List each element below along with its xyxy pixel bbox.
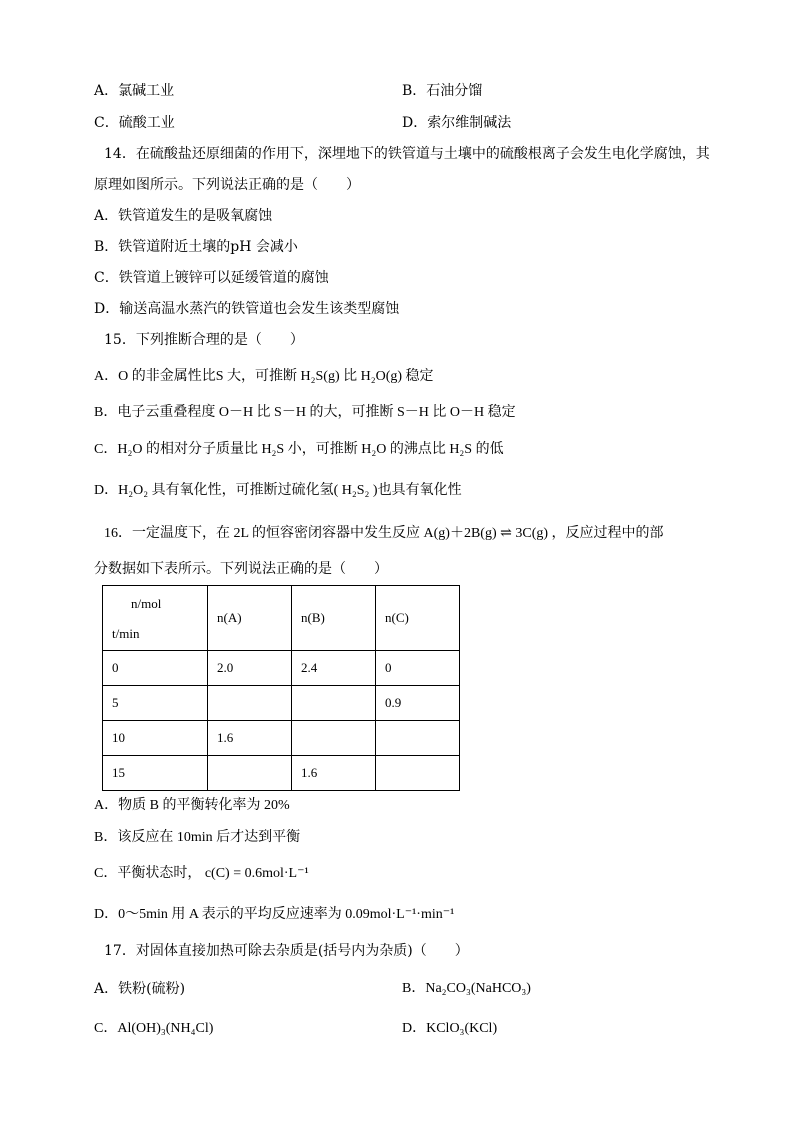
q16-stem-line2: 分数据如下表所示。下列说法正确的是（ ）	[94, 561, 388, 577]
table-row	[103, 651, 460, 686]
q16-data-table	[102, 585, 460, 791]
q17-option-d: D．KClO₃(KCl)	[402, 1021, 498, 1036]
q15-option-b: B．电子云重叠程度 O－H 比 S－H 的大，可推断 S－H 比 O－H 稳定	[94, 405, 516, 420]
table-row	[103, 756, 460, 791]
table-cell	[376, 721, 460, 756]
table-cell	[208, 756, 292, 791]
table-cell: 0.9	[376, 686, 460, 721]
table-cell	[376, 756, 460, 791]
q16-option-b: B．该反应在 10min 后才达到平衡	[94, 830, 301, 845]
table-cell: 2.0	[208, 651, 292, 686]
table-cell	[292, 686, 376, 721]
q13-option-c: C．硫酸工业	[94, 115, 175, 131]
q17-stem: 17．对固体直接加热可除去杂质是(括号内为杂质)（ ）	[104, 943, 469, 959]
q15-option-a: A．O 的非金属性比S 大，可推断 H₂S(g) 比 H₂O(g) 稳定	[94, 369, 434, 384]
q17-option-a: A．铁粉(硫粉)	[94, 981, 186, 997]
table-cell: 0	[103, 651, 208, 686]
q17-option-b: B．Na₂CO₃(NaHCO₃)	[402, 981, 531, 996]
table-corner-cell	[103, 586, 208, 651]
table-cell: 15	[103, 756, 208, 791]
q15-option-c: C．H₂O 的相对分子质量比 H₂S 小，可推断 H₂O 的沸点比 H₂S 的低	[94, 442, 504, 457]
table-cell: 1.6	[208, 721, 292, 756]
table-cell: 0	[376, 651, 460, 686]
q16-option-c: C．平衡状态时， c(C) = 0.6mol·L⁻¹	[94, 866, 309, 881]
column-header: n(A)	[208, 586, 292, 651]
table-row	[103, 686, 460, 721]
table-cell	[292, 721, 376, 756]
q16-option-a: A．物质 B 的平衡转化率为 20%	[94, 798, 290, 813]
table-cell: 5	[103, 686, 208, 721]
q16-stem-line1: 16．一定温度下，在 2L 的恒容密闭容器中发生反应 A(g)＋2B(g) ⇌ 3C(g) ，反应过程中的部	[104, 526, 664, 541]
q17-option-c: C．Al(OH)₃(NH₄Cl)	[94, 1021, 214, 1036]
table-cell: 10	[103, 721, 208, 756]
q13-option-b: B．石油分馏	[402, 83, 483, 99]
q15-option-d: D．H₂O₂ 具有氧化性，可推断过硫化氢( H₂S₂ )也具有氧化性	[94, 483, 462, 498]
q13-option-a: A．氯碱工业	[94, 83, 175, 99]
table-row	[103, 721, 460, 756]
q14-option-b: B．铁管道附近土壤的pH 会减小	[94, 239, 298, 255]
column-header: n(B)	[292, 586, 376, 651]
table-cell: 2.4	[292, 651, 376, 686]
q13-option-d: D．索尔维制碱法	[402, 115, 512, 131]
q14-option-a: A．铁管道发生的是吸氧腐蚀	[94, 208, 273, 224]
q14-option-c: C．铁管道上镀锌可以延缓管道的腐蚀	[94, 270, 329, 286]
table-header-row	[103, 586, 460, 651]
table-cell	[208, 686, 292, 721]
q14-stem-line1: 14．在硫酸盐还原细菌的作用下，深埋地下的铁管道与土壤中的硫酸根离子会发生电化学腐蚀，其	[104, 146, 710, 162]
table-cell: 1.6	[292, 756, 376, 791]
column-header: n(C)	[376, 586, 460, 651]
header-n-mol: n/mol	[131, 596, 162, 611]
q16-option-d: D．0～5min 用 A 表示的平均反应速率为 0.09mol·L⁻¹·min⁻¹	[94, 907, 455, 922]
q14-stem-line2: 原理如图所示。下列说法正确的是（ ）	[94, 177, 360, 193]
q14-option-d: D．输送高温水蒸汽的铁管道也会发生该类型腐蚀	[94, 301, 400, 317]
header-t-min: t/min	[112, 626, 140, 641]
q15-stem: 15．下列推断合理的是（ ）	[104, 332, 304, 348]
